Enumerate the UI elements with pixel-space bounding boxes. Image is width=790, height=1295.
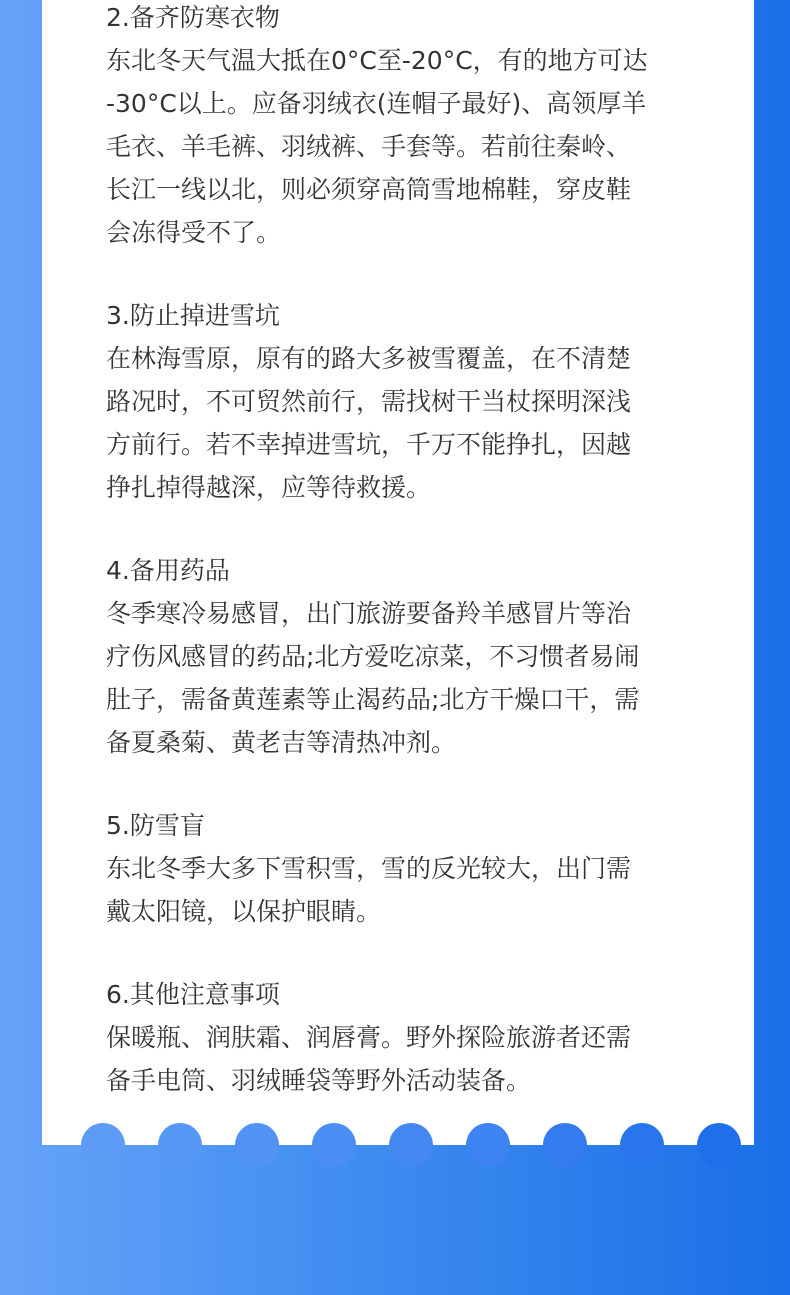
scallop-circle	[158, 1123, 202, 1167]
scallop-circle	[81, 1123, 125, 1167]
section-line: -30°C以上。应备羽绒衣(连帽子最好)、高领厚羊	[106, 89, 647, 118]
section-line: 保暖瓶、润肤霜、润唇膏。野外探险旅游者还需	[106, 1023, 632, 1052]
section-title: 2.备齐防寒衣物	[106, 3, 280, 32]
scalloped-card-edge	[0, 1123, 790, 1167]
section-line: 挣扎掉得越深，应等待救援。	[106, 473, 432, 502]
section-line: 在林海雪原，原有的路大多被雪覆盖，在不清楚	[106, 344, 632, 373]
section-line: 备夏桑菊、黄老吉等清热冲剂。	[106, 728, 457, 757]
section-line: 长江一线以北，则必须穿高筒雪地棉鞋，穿皮鞋	[106, 175, 632, 204]
scallop-circle	[466, 1123, 510, 1167]
section-title: 3.防止掉进雪坑	[106, 301, 280, 330]
scallop-circle	[543, 1123, 587, 1167]
section-title: 4.备用药品	[106, 556, 230, 585]
scallop-circle	[235, 1123, 279, 1167]
scallop-circle	[620, 1123, 664, 1167]
section-clothing	[106, 0, 696, 254]
scallop-circle	[312, 1123, 356, 1167]
section-line: 方前行。若不幸掉进雪坑，千万不能挣扎，因越	[106, 430, 632, 459]
section-medicine	[106, 549, 696, 764]
section-line: 东北冬天气温大抵在0°C至-20°C，有的地方可达	[106, 46, 648, 75]
section-line: 疗伤风感冒的药品;北方爱吃凉菜，不习惯者易闹	[106, 642, 640, 671]
section-other-notes	[106, 973, 696, 1102]
scallop-circle	[697, 1123, 741, 1167]
scallop-circle	[389, 1123, 433, 1167]
section-line: 肚子，需备黄莲素等止渴药品;北方干燥口干，需	[106, 685, 640, 714]
section-snow-pits	[106, 294, 696, 509]
section-line: 冬季寒冷易感冒，出门旅游要备羚羊感冒片等治	[106, 599, 632, 628]
article-content	[106, 0, 696, 1142]
section-line: 东北冬季大多下雪积雪，雪的反光较大，出门需	[106, 854, 632, 883]
section-line: 会冻得受不了。	[106, 218, 282, 247]
section-snow-blindness	[106, 804, 696, 933]
section-title: 5.防雪盲	[106, 811, 205, 840]
section-line: 戴太阳镜，以保护眼睛。	[106, 897, 382, 926]
section-line: 毛衣、羊毛裤、羽绒裤、手套等。若前往秦岭、	[106, 132, 632, 161]
section-line: 路况时，不可贸然前行，需找树干当杖探明深浅	[106, 387, 632, 416]
section-line: 备手电筒、羽绒睡袋等野外活动装备。	[106, 1066, 532, 1095]
section-title: 6.其他注意事项	[106, 980, 280, 1009]
